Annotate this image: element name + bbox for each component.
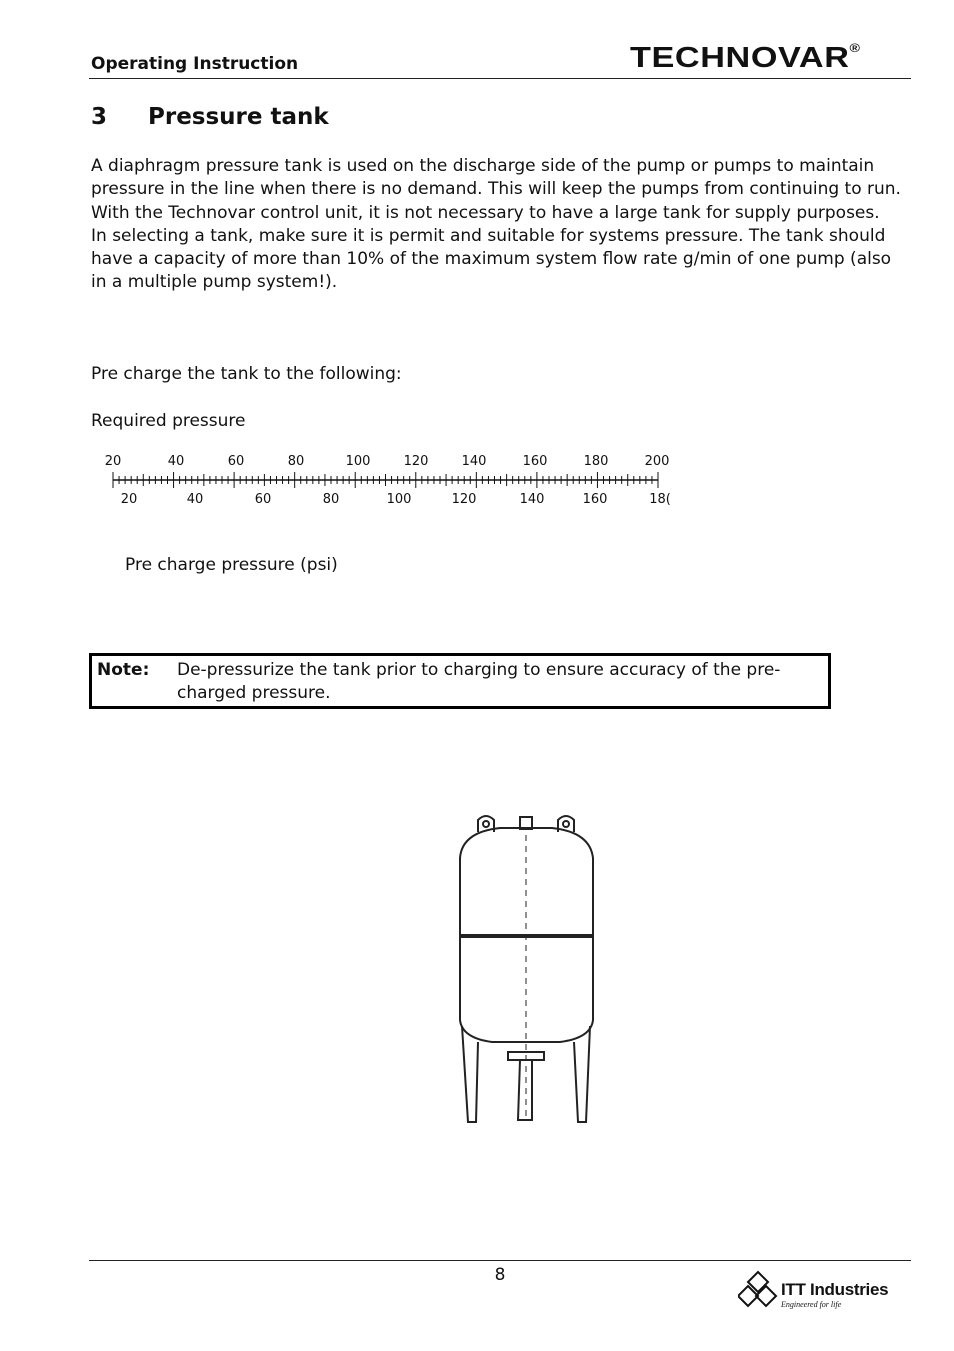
paragraph-2: In selecting a tank, make sure it is permit and suitable for systems pressure. The tank should have a capacity of more than 10% of the maximum system flow rate g/min of one pump (also in a multiple pump system!). — [91, 225, 892, 293]
note-label: Note: — [97, 660, 150, 680]
note-text: De-pressurize the tank prior to charging to ensure accuracy of the pre-charged pressure. — [177, 660, 781, 703]
paragraph-1: A diaphragm pressure tank is used on the discharge side of the pump or pumps to maintain pressure in the line when there is no demand. This will keep the pumps from continuing to run. With the Technovar control unit, it is not necessary to have a large tank for supply purposes. — [91, 156, 901, 223]
required-pressure-tick-label: 140 — [461, 454, 487, 469]
header-rule — [89, 78, 911, 79]
required-pressure-tick-label: 180 — [583, 454, 609, 469]
footer-rule — [89, 1260, 911, 1261]
precharge-pressure-tick-label: 18( — [649, 492, 671, 507]
section-heading — [91, 104, 329, 130]
precharge-pressure-tick-label: 160 — [582, 492, 608, 507]
precharge-intro: Pre charge the tank to the following: — [91, 364, 402, 384]
precharge-pressure-label: Pre charge pressure (psi) — [125, 555, 338, 575]
required-pressure-tick-label: 40 — [167, 454, 185, 469]
required-pressure-tick-label: 120 — [403, 454, 429, 469]
paragraph-intro — [91, 155, 911, 295]
required-pressure-tick-label: 160 — [522, 454, 548, 469]
note-box — [89, 653, 831, 709]
section-title: Pressure tank — [148, 104, 329, 130]
precharge-pressure-tick-label: 80 — [322, 492, 340, 507]
company-tagline: Engineered for life — [781, 1300, 842, 1309]
precharge-pressure-tick-label: 140 — [519, 492, 545, 507]
required-pressure-label: Required pressure — [91, 411, 246, 431]
brand-name: TECHNOVAR — [630, 42, 850, 74]
required-pressure-tick-label: 200 — [644, 454, 670, 469]
required-pressure-tick-label: 60 — [227, 454, 245, 469]
required-pressure-tick-label: 20 — [104, 454, 122, 469]
page-number: 8 — [494, 1265, 506, 1285]
precharge-pressure-tick-label: 40 — [186, 492, 204, 507]
section-number: 3 — [91, 104, 108, 130]
precharge-pressure-tick-label: 20 — [120, 492, 138, 507]
scale-tick-marks — [113, 472, 658, 488]
precharge-pressure-tick-label: 120 — [451, 492, 477, 507]
pressure-conversion-scale — [100, 448, 675, 510]
precharge-pressure-tick-label: 100 — [386, 492, 412, 507]
registered-mark: ® — [849, 41, 861, 56]
technovar-logo — [630, 42, 861, 75]
precharge-pressure-tick-label: 60 — [254, 492, 272, 507]
header-title: Operating Instruction — [91, 54, 299, 74]
required-pressure-tick-label: 80 — [287, 454, 305, 469]
required-pressure-tick-label: 100 — [345, 454, 371, 469]
company-name: ITT Industries — [781, 1280, 889, 1299]
pressure-tank-illustration — [440, 790, 620, 1135]
precharge-pressure-labels — [121, 492, 671, 507]
itt-logo-icon — [738, 1270, 778, 1310]
required-pressure-labels — [105, 454, 670, 469]
